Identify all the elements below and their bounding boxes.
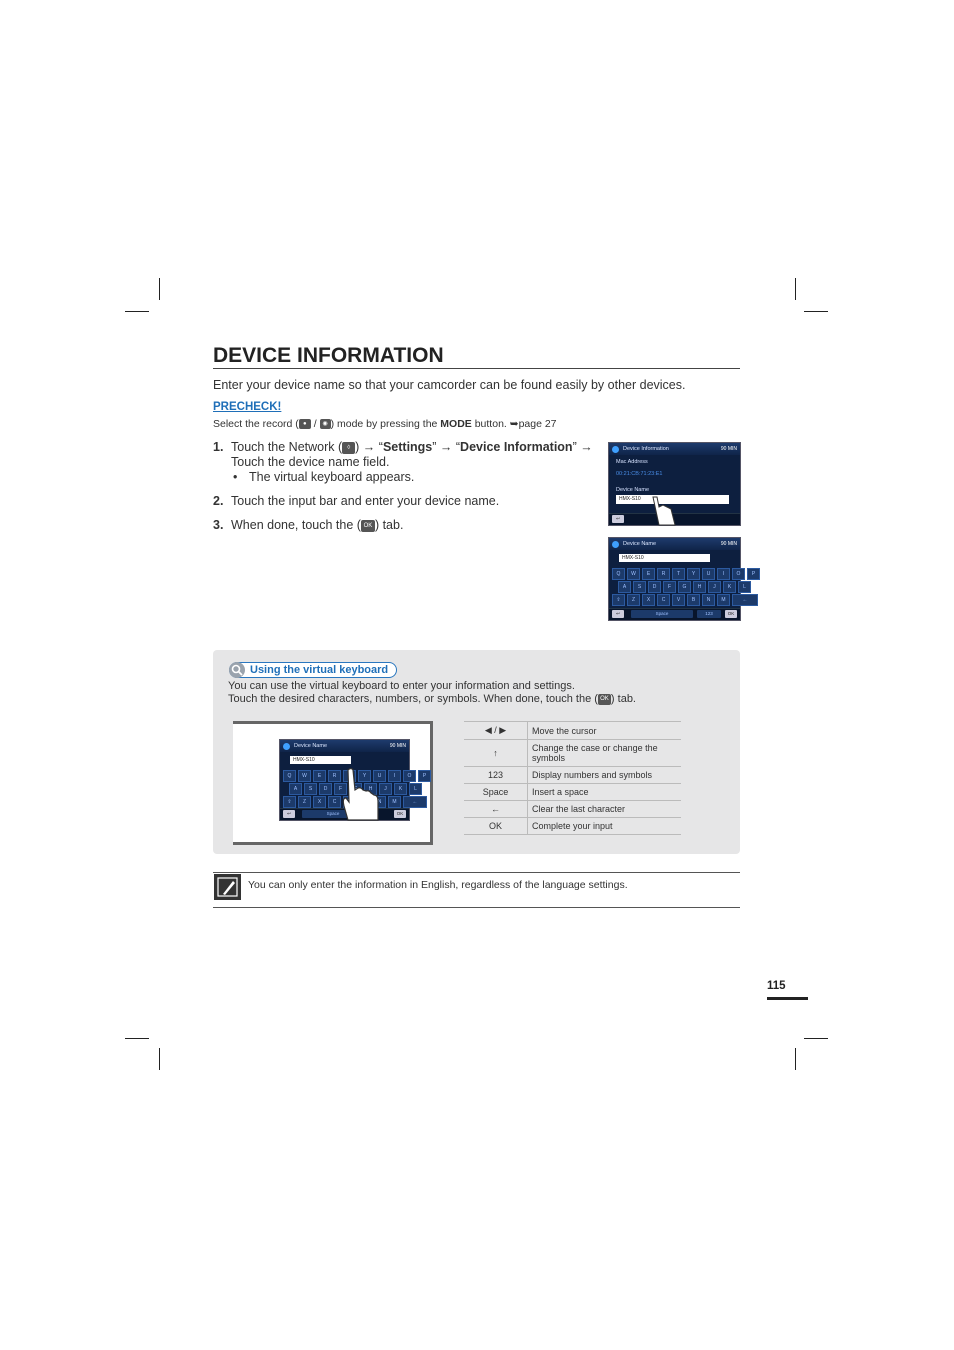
- keyboard-key[interactable]: A: [289, 783, 302, 795]
- keyboard-key[interactable]: N: [702, 594, 715, 606]
- keyboard-key[interactable]: E: [642, 568, 655, 580]
- keyboard-key[interactable]: ←: [403, 796, 427, 808]
- keyboard-key[interactable]: Z: [298, 796, 311, 808]
- keyboard-key[interactable]: P: [418, 770, 431, 782]
- status-indicator: 90 MIN: [389, 743, 406, 749]
- screen-header: [609, 538, 740, 550]
- table-row: [464, 767, 681, 784]
- keyboard-key[interactable]: I: [388, 770, 401, 782]
- magnifier-glyph: [229, 662, 245, 678]
- screen-footer: [609, 608, 740, 620]
- keyboard-key[interactable]: Y: [358, 770, 371, 782]
- table-row: [464, 818, 681, 835]
- step-number: 1.: [213, 440, 224, 454]
- space-key[interactable]: Space: [631, 610, 693, 618]
- keyboard-key[interactable]: Y: [687, 568, 700, 580]
- space-key[interactable]: Space: [302, 810, 364, 818]
- function-desc: Complete your input: [528, 818, 682, 835]
- crop-mark: [159, 1048, 160, 1070]
- page-number-rule: [767, 997, 808, 1000]
- mac-address-value: 00:21:CB:71:23:E1: [616, 471, 663, 477]
- keyboard-key[interactable]: S: [304, 783, 317, 795]
- network-icon: [283, 743, 290, 750]
- table-row: [464, 801, 681, 818]
- keyboard-key[interactable]: S: [633, 581, 646, 593]
- page-title: DEVICE INFORMATION: [213, 344, 444, 367]
- table-row: [464, 784, 681, 801]
- device-information-word: Device Information: [460, 440, 573, 454]
- keyboard-key[interactable]: C: [328, 796, 341, 808]
- mode-word: MODE: [440, 418, 472, 430]
- function-key: ←: [464, 801, 528, 818]
- page-number: 115: [767, 980, 786, 992]
- steps-list: [213, 440, 603, 542]
- step-2: [213, 494, 603, 509]
- keyboard-key[interactable]: D: [648, 581, 661, 593]
- crop-mark: [795, 278, 796, 300]
- keyboard-key[interactable]: L: [738, 581, 751, 593]
- keyboard-key[interactable]: O: [732, 568, 745, 580]
- function-key: ◀ / ▶: [464, 722, 528, 740]
- tip-text-part: Touch the desired characters, numbers, or symbols. When done, touch the (: [228, 693, 598, 705]
- photo-camera-icon: ◉: [320, 419, 331, 429]
- ok-button[interactable]: OK: [394, 810, 406, 818]
- crop-mark: [804, 1038, 828, 1039]
- back-button[interactable]: ↩: [612, 610, 624, 618]
- step-3: [213, 518, 603, 533]
- keyboard-key[interactable]: ⇧: [283, 796, 296, 808]
- device-name-field[interactable]: HMX-S10: [616, 495, 729, 504]
- device-name-input[interactable]: HMX-S10: [290, 756, 351, 764]
- mac-address-label: Mac Address: [616, 459, 648, 465]
- keyboard-key[interactable]: C: [657, 594, 670, 606]
- keyboard-key[interactable]: I: [717, 568, 730, 580]
- table-row: [464, 722, 681, 740]
- crop-mark: [804, 311, 828, 312]
- keyboard-key[interactable]: E: [313, 770, 326, 782]
- tip-text: [228, 680, 636, 706]
- crop-mark: [795, 1048, 796, 1070]
- keyboard-key[interactable]: P: [747, 568, 760, 580]
- step-text: ” → Touch the device name field.: [231, 440, 593, 469]
- keyboard-key[interactable]: J: [708, 581, 721, 593]
- keyboard-key[interactable]: W: [627, 568, 640, 580]
- network-icon: ◊: [342, 442, 355, 454]
- keyboard-key[interactable]: R: [328, 770, 341, 782]
- tip-keyboard-screen: [279, 739, 427, 821]
- device-information-screen: [608, 442, 741, 526]
- function-desc: Display numbers and symbols: [528, 767, 682, 784]
- step-1-bullet: • The virtual keyboard appears.: [231, 470, 603, 485]
- keyboard-key[interactable]: G: [678, 581, 691, 593]
- intro-text: Enter your device name so that your camcorder can be found easily by other devices.: [213, 378, 686, 392]
- status-indicator: 90 MIN: [720, 541, 737, 547]
- keyboard-key[interactable]: H: [693, 581, 706, 593]
- precheck-text: Select the record ( ● / ◉ ) mode by pressing the MODE button. ➥page 27: [213, 418, 557, 430]
- keyboard-key[interactable]: Q: [612, 568, 625, 580]
- step-text: ) → “: [355, 440, 383, 454]
- keyboard-key[interactable]: A: [618, 581, 631, 593]
- settings-word: Settings: [382, 440, 433, 454]
- keyboard-key[interactable]: U: [373, 770, 386, 782]
- title-rule: [213, 368, 740, 369]
- function-desc: Insert a space: [528, 784, 682, 801]
- page-arrow-icon: ➥: [509, 418, 519, 430]
- function-key: 123: [464, 767, 528, 784]
- note-rule-top: [213, 872, 740, 873]
- keyboard-row-2: [618, 581, 751, 593]
- note-pencil-icon: [214, 874, 241, 900]
- step-number: 3.: [213, 518, 224, 532]
- crop-mark: [125, 311, 149, 312]
- keyboard-key[interactable]: N: [373, 796, 386, 808]
- precheck-text-part: button.: [471, 418, 510, 430]
- note-rule-bottom: [213, 907, 740, 908]
- keyboard-functions-table: [464, 721, 681, 835]
- screen-header: [280, 740, 409, 752]
- function-desc: Clear the last character: [528, 801, 682, 818]
- step-number: 2.: [213, 494, 224, 508]
- hand-pointer-icon: [340, 768, 380, 820]
- step-1: [213, 440, 603, 485]
- crop-mark: [125, 1038, 149, 1039]
- tip-label: Using the virtual keyboard: [229, 662, 397, 678]
- function-desc: Change the case or change the symbols: [528, 740, 682, 767]
- screen-header-title: Device Name: [294, 743, 328, 749]
- tip-line: You can use the virtual keyboard to enter your information and settings.: [228, 680, 575, 692]
- keyboard-key[interactable]: T: [672, 568, 685, 580]
- keyboard-key[interactable]: X: [642, 594, 655, 606]
- device-name-label: Device Name: [616, 487, 650, 493]
- ok-icon: OK: [361, 520, 375, 532]
- keyboard-key[interactable]: Z: [627, 594, 640, 606]
- step-text: ) tab.: [374, 518, 404, 532]
- device-name-keyboard-screen: [608, 537, 756, 621]
- keyboard-key[interactable]: F: [334, 783, 347, 795]
- keyboard-key[interactable]: V: [672, 594, 685, 606]
- function-key: OK: [464, 818, 528, 835]
- network-icon: [612, 446, 619, 453]
- keyboard-key[interactable]: O: [403, 770, 416, 782]
- keyboard-key[interactable]: B: [687, 594, 700, 606]
- keyboard-key[interactable]: ⇧: [612, 594, 625, 606]
- step-text: ” → “: [432, 440, 461, 454]
- back-button[interactable]: ↩: [283, 810, 295, 818]
- keyboard-key[interactable]: R: [657, 568, 670, 580]
- function-key: Space: [464, 784, 528, 801]
- keyboard-key[interactable]: Q: [283, 770, 296, 782]
- page-ref: page 27: [518, 418, 557, 430]
- keyboard-key[interactable]: K: [394, 783, 407, 795]
- back-button[interactable]: ↩: [612, 515, 624, 523]
- keyboard-key[interactable]: D: [319, 783, 332, 795]
- precheck-text-part: ) mode by pressing the: [330, 418, 441, 430]
- screen-header: [609, 443, 740, 455]
- keyboard-key[interactable]: K: [723, 581, 736, 593]
- keyboard-key[interactable]: ←: [732, 594, 758, 606]
- magnifier-icon: [229, 662, 245, 678]
- ok-button[interactable]: OK: [725, 610, 737, 618]
- tip-line: [228, 693, 636, 706]
- keyboard-key[interactable]: J: [379, 783, 392, 795]
- step-text: Touch the Network (: [231, 440, 343, 454]
- keyboard-key[interactable]: X: [313, 796, 326, 808]
- table-row: [464, 740, 681, 767]
- function-desc: Move the cursor: [528, 722, 682, 740]
- keyboard-key[interactable]: M: [388, 796, 401, 808]
- step-text: When done, touch the (: [231, 518, 361, 532]
- keyboard-key[interactable]: H: [364, 783, 377, 795]
- num-key[interactable]: 123: [697, 610, 721, 618]
- note-text: You can only enter the information in English, regardless of the language settings.: [248, 879, 628, 891]
- keyboard-key[interactable]: U: [702, 568, 715, 580]
- video-camera-icon: ●: [299, 419, 311, 429]
- function-key: ↑: [464, 740, 528, 767]
- hand-pointer-icon: [647, 497, 677, 525]
- screen-header-title: Device Name: [623, 541, 657, 547]
- keyboard-row-1: [612, 568, 760, 580]
- step-text: Touch the input bar and enter your device name.: [231, 494, 500, 508]
- status-indicator: 90 MIN: [720, 446, 737, 452]
- keyboard-key[interactable]: W: [298, 770, 311, 782]
- tip-text-part: ) tab.: [610, 693, 636, 705]
- precheck-text-part: Select the record (: [213, 418, 299, 430]
- crop-mark: [159, 278, 160, 300]
- keyboard-key[interactable]: F: [663, 581, 676, 593]
- device-name-input[interactable]: HMX-S10: [619, 554, 710, 562]
- screen-header-title: Device Information: [623, 446, 669, 452]
- pencil-glyph: [215, 875, 240, 899]
- keyboard-key[interactable]: M: [717, 594, 730, 606]
- ok-icon: OK: [598, 694, 611, 705]
- precheck-label: PRECHECK!: [213, 401, 282, 413]
- keyboard-row-3: [612, 594, 758, 606]
- network-icon: [612, 541, 619, 548]
- keyboard-key[interactable]: L: [409, 783, 422, 795]
